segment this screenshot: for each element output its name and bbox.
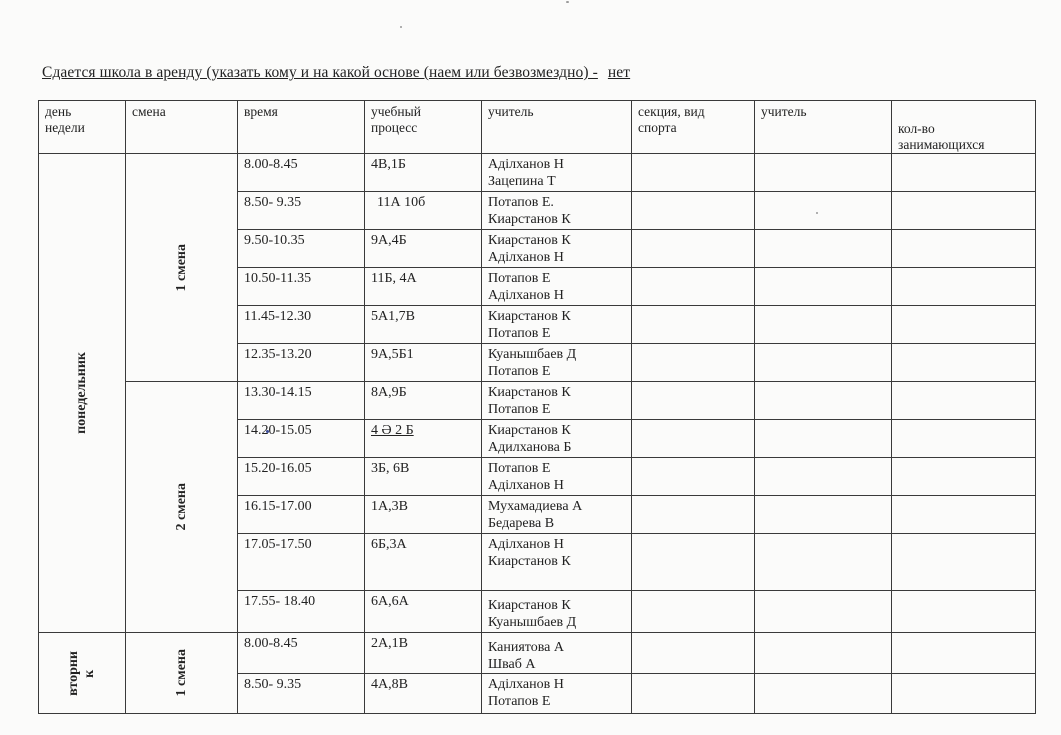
empty-cell (892, 154, 1036, 192)
empty-cell (755, 230, 892, 268)
classes-cell: 1А,3В (365, 496, 482, 534)
empty-cell (892, 674, 1036, 714)
shift-1-cell (126, 154, 238, 382)
empty-cell (892, 268, 1036, 306)
table-row (39, 382, 1036, 420)
empty-cell (632, 534, 755, 591)
classes-cell: 9А,5Б1 (365, 344, 482, 382)
heading-answer: нет (607, 64, 631, 81)
empty-cell (632, 268, 755, 306)
header-shift: смена (126, 101, 238, 154)
classes-cell: 8А,9Б (365, 382, 482, 420)
classes-cell: 6А,6А (365, 591, 482, 633)
time-cell: 8.00-8.45 (238, 633, 365, 674)
day-tuesday: вторни к (66, 650, 97, 696)
day-monday-cell (39, 154, 126, 633)
empty-cell (892, 306, 1036, 344)
empty-cell (892, 458, 1036, 496)
empty-cell (632, 192, 755, 230)
time-cell: 10.50-11.35 (238, 268, 365, 306)
empty-cell (755, 591, 892, 633)
empty-cell (632, 458, 755, 496)
empty-cell (755, 534, 892, 591)
schedule-table (38, 100, 1036, 714)
time-cell: 17.05-17.50 (238, 534, 365, 591)
shift-2: 2 смена (173, 483, 189, 531)
empty-cell (755, 633, 892, 674)
shift-2-cell (126, 382, 238, 633)
classes-cell: 3Б, 6В (365, 458, 482, 496)
empty-cell (755, 382, 892, 420)
time-cell: 16.15-17.00 (238, 496, 365, 534)
teacher-cell: Киарстанов К Потапов Е (482, 382, 632, 420)
time-cell: 8.00-8.45 (238, 154, 365, 192)
empty-cell (755, 344, 892, 382)
empty-cell (892, 230, 1036, 268)
teacher-cell: Аділханов Н Зацепина Т (482, 154, 632, 192)
empty-cell (632, 591, 755, 633)
empty-cell (755, 420, 892, 458)
teacher-cell: Киарстанов К Куанышбаев Д (482, 591, 632, 633)
empty-cell (632, 154, 755, 192)
header-teacher-2: учитель (755, 101, 892, 154)
teacher-cell: Киарстанов К Потапов Е (482, 306, 632, 344)
teacher-cell: Аділханов Н Киарстанов К (482, 534, 632, 591)
header-teacher: учитель (482, 101, 632, 154)
page-heading (42, 64, 630, 82)
shift-1-tuesday: 1 смена (173, 649, 189, 697)
classes-cell: 5А1,7В (365, 306, 482, 344)
teacher-cell: Потапов Е Аділханов Н (482, 268, 632, 306)
shift-1-tuesday-cell (126, 633, 238, 714)
empty-cell (632, 382, 755, 420)
classes-cell: 11Б, 4А (365, 268, 482, 306)
teacher-cell: Аділханов Н Потапов Е (482, 674, 632, 714)
classes-cell: 6Б,3А (365, 534, 482, 591)
empty-cell (892, 344, 1036, 382)
empty-cell (755, 496, 892, 534)
header-day: день недели (39, 101, 126, 154)
classes-cell: 2А,1В (365, 633, 482, 674)
time-cell: 13.30-14.15 (238, 382, 365, 420)
heading-text: Сдается школа в аренду (указать кому и на какой основе (наем или безвозмездно) - (42, 64, 598, 81)
empty-cell (755, 458, 892, 496)
teacher-cell: Куанышбаев Д Потапов Е (482, 344, 632, 382)
empty-cell (892, 192, 1036, 230)
time-cell: 17.55- 18.40 (238, 591, 365, 633)
empty-cell (892, 496, 1036, 534)
empty-cell (755, 192, 892, 230)
time-cell: 8.50- 9.35 (238, 192, 365, 230)
empty-cell (632, 674, 755, 714)
header-time: время (238, 101, 365, 154)
header-row (39, 101, 1036, 154)
empty-cell (632, 633, 755, 674)
classes-cell: 11А 10б (365, 192, 482, 230)
table-row (39, 154, 1036, 192)
time-cell: 15.20-16.05 (238, 458, 365, 496)
teacher-cell: Каниятова А Шваб А (482, 633, 632, 674)
empty-cell (892, 420, 1036, 458)
teacher-cell: Киарстанов К Адилханова Б (482, 420, 632, 458)
empty-cell (632, 344, 755, 382)
classes-cell: 9А,4Б (365, 230, 482, 268)
empty-cell (892, 382, 1036, 420)
teacher-cell: Киарстанов К Аділханов Н (482, 230, 632, 268)
empty-cell (755, 306, 892, 344)
time-cell: 12.35-13.20 (238, 344, 365, 382)
empty-cell (892, 633, 1036, 674)
empty-cell (755, 268, 892, 306)
empty-cell (632, 306, 755, 344)
classes-cell: 4А,8В (365, 674, 482, 714)
time-cell: 8.50- 9.35 (238, 674, 365, 714)
empty-cell (755, 674, 892, 714)
scan-speck (400, 26, 402, 28)
teacher-cell: Мухамадиева А Бедарева В (482, 496, 632, 534)
table-row (39, 633, 1036, 674)
empty-cell (632, 496, 755, 534)
shift-1: 1 смена (173, 243, 189, 292)
day-tuesday-cell (39, 633, 126, 714)
teacher-cell: Потапов Е. Киарстанов К (482, 192, 632, 230)
time-cell: 9.50-10.35 (238, 230, 365, 268)
teacher-cell: Потапов Е Аділханов Н (482, 458, 632, 496)
day-monday: понедельник (74, 352, 89, 434)
empty-cell (755, 154, 892, 192)
header-count: кол-во занимающихся (892, 101, 1036, 154)
time-cell: 14.20-15.05 (238, 420, 365, 458)
empty-cell (892, 534, 1036, 591)
classes-cell: 4 Ә 2 Б (365, 420, 482, 458)
header-process: учебный процесс (365, 101, 482, 154)
empty-cell (632, 420, 755, 458)
empty-cell (892, 591, 1036, 633)
header-section: секция, вид спорта (632, 101, 755, 154)
time-cell: 11.45-12.30 (238, 306, 365, 344)
scan-speck (566, 1, 569, 3)
empty-cell (632, 230, 755, 268)
classes-cell: 4В,1Б (365, 154, 482, 192)
